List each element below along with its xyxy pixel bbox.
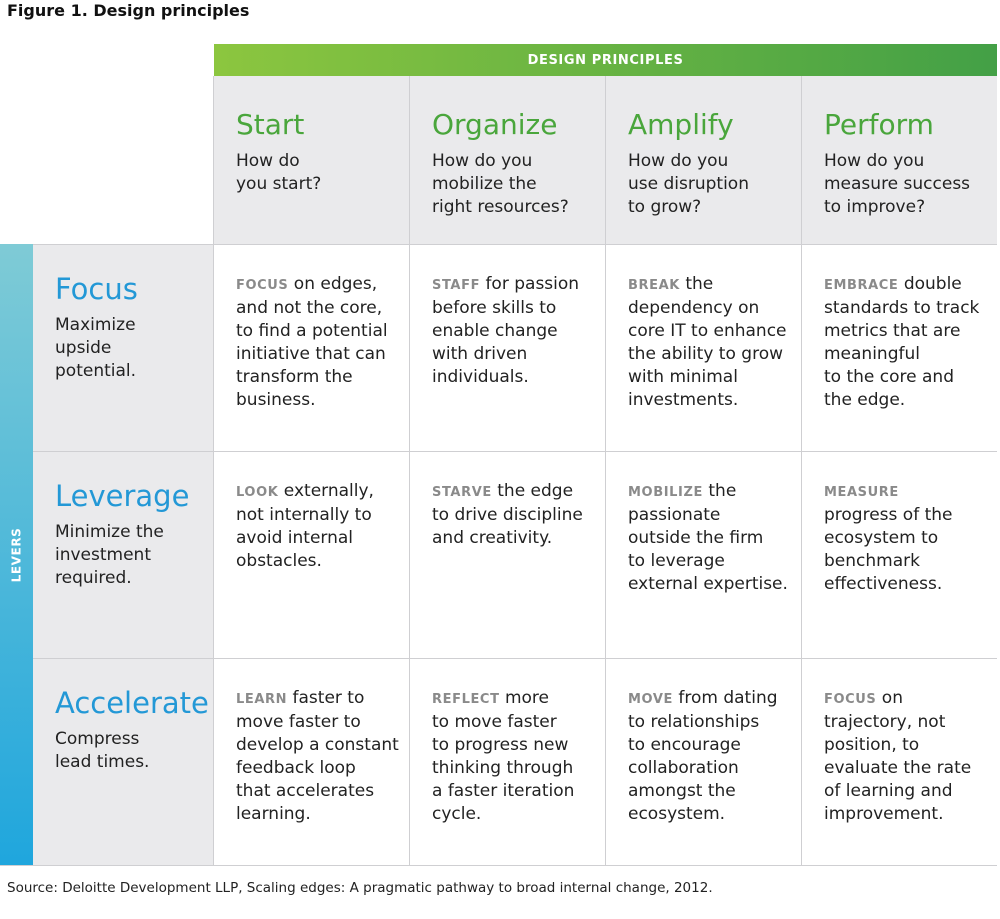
row-description: Compress lead times. bbox=[55, 729, 150, 772]
grid-line bbox=[605, 76, 606, 866]
cell-text: the dependency on core IT to enhance the ability to grow with minimal investments. bbox=[628, 274, 787, 410]
cell-keyword: MOVE bbox=[628, 692, 673, 707]
cell-accelerate-start bbox=[214, 659, 409, 866]
cell-keyword: BREAK bbox=[628, 278, 680, 293]
cell-text: faster to move faster to develop a constant feedback loop that accelerates learning. bbox=[236, 688, 399, 824]
cell-text: the passionate outside the firm to leverage external expertise. bbox=[628, 481, 788, 594]
cell-focus-organize bbox=[410, 245, 605, 451]
column-header-amplify bbox=[606, 76, 801, 244]
cell-accelerate-perform bbox=[802, 659, 997, 866]
row-description: Maximize upside potential. bbox=[55, 315, 137, 381]
grid-line bbox=[33, 658, 997, 659]
column-question: How do you use disruption to grow? bbox=[628, 151, 749, 217]
levers-bar bbox=[0, 244, 33, 866]
cell-text: the edge to drive discipline and creativity. bbox=[432, 481, 583, 548]
grid-line bbox=[801, 76, 802, 866]
source-note: Source: Deloitte Development LLP, Scaling edges: A pragmatic pathway to broad internal change, 2012. bbox=[7, 880, 713, 896]
cell-text: double standards to track metrics that are meaningful to the core and the edge. bbox=[824, 274, 980, 410]
cell-keyword: REFLECT bbox=[432, 692, 500, 707]
column-name: Organize bbox=[432, 108, 558, 141]
cell-text: from dating to relationships to encourage collaboration amongst the ecosystem. bbox=[628, 688, 778, 824]
row-header-focus bbox=[33, 245, 214, 451]
cell-text: for passion before skills to enable change with driven individuals. bbox=[432, 274, 580, 387]
figure-title: Figure 1. Design principles bbox=[7, 1, 250, 20]
cell-accelerate-organize bbox=[410, 659, 605, 866]
design-principles-header: DESIGN PRINCIPLES bbox=[214, 44, 997, 76]
cell-accelerate-amplify bbox=[606, 659, 801, 866]
cell-keyword: MEASURE bbox=[824, 485, 899, 500]
cell-leverage-perform bbox=[802, 452, 997, 658]
cell-keyword: MOBILIZE bbox=[628, 485, 703, 500]
levers-label: LEVERS bbox=[9, 527, 24, 583]
row-description: Minimize the investment required. bbox=[55, 522, 164, 588]
column-question: How do you start? bbox=[236, 151, 322, 194]
cell-keyword: EMBRACE bbox=[824, 278, 899, 293]
cell-keyword: FOCUS bbox=[824, 692, 877, 707]
column-name: Start bbox=[236, 108, 305, 141]
column-question: How do you measure success to improve? bbox=[824, 151, 971, 217]
grid-line bbox=[409, 76, 410, 866]
column-question: How do you mobilize the right resources? bbox=[432, 151, 569, 217]
cell-keyword: LEARN bbox=[236, 692, 288, 707]
column-header-organize bbox=[410, 76, 605, 244]
cell-text: on trajectory, not position, to evaluate the rate of learning and improvement. bbox=[824, 688, 972, 824]
cell-text: externally, not internally to avoid internal obstacles. bbox=[236, 481, 374, 571]
column-name: Perform bbox=[824, 108, 934, 141]
row-header-accelerate bbox=[33, 659, 214, 866]
grid-line bbox=[213, 76, 214, 866]
cell-keyword: STARVE bbox=[432, 485, 492, 500]
cell-leverage-amplify bbox=[606, 452, 801, 658]
cell-keyword: LOOK bbox=[236, 485, 279, 500]
column-header-start bbox=[214, 76, 409, 244]
cell-text: more to move faster to progress new thinking through a faster iteration cycle. bbox=[432, 688, 575, 824]
grid-line bbox=[33, 451, 997, 452]
cell-leverage-start bbox=[214, 452, 409, 658]
cell-leverage-organize bbox=[410, 452, 605, 658]
row-name: Leverage bbox=[55, 479, 190, 513]
cell-focus-perform bbox=[802, 245, 997, 451]
cell-keyword: STAFF bbox=[432, 278, 481, 293]
grid-line bbox=[33, 244, 997, 245]
cell-keyword: FOCUS bbox=[236, 278, 289, 293]
column-header-perform bbox=[802, 76, 997, 244]
cell-text: progress of the ecosystem to benchmark effectiveness. bbox=[824, 505, 953, 594]
row-name: Accelerate bbox=[55, 686, 209, 720]
grid-line bbox=[0, 865, 997, 866]
row-name: Focus bbox=[55, 272, 138, 306]
cell-focus-amplify bbox=[606, 245, 801, 451]
cell-text: on edges, and not the core, to find a potential initiative that can transform the business. bbox=[236, 274, 388, 410]
column-name: Amplify bbox=[628, 108, 734, 141]
row-header-leverage bbox=[33, 452, 214, 658]
cell-focus-start bbox=[214, 245, 409, 451]
